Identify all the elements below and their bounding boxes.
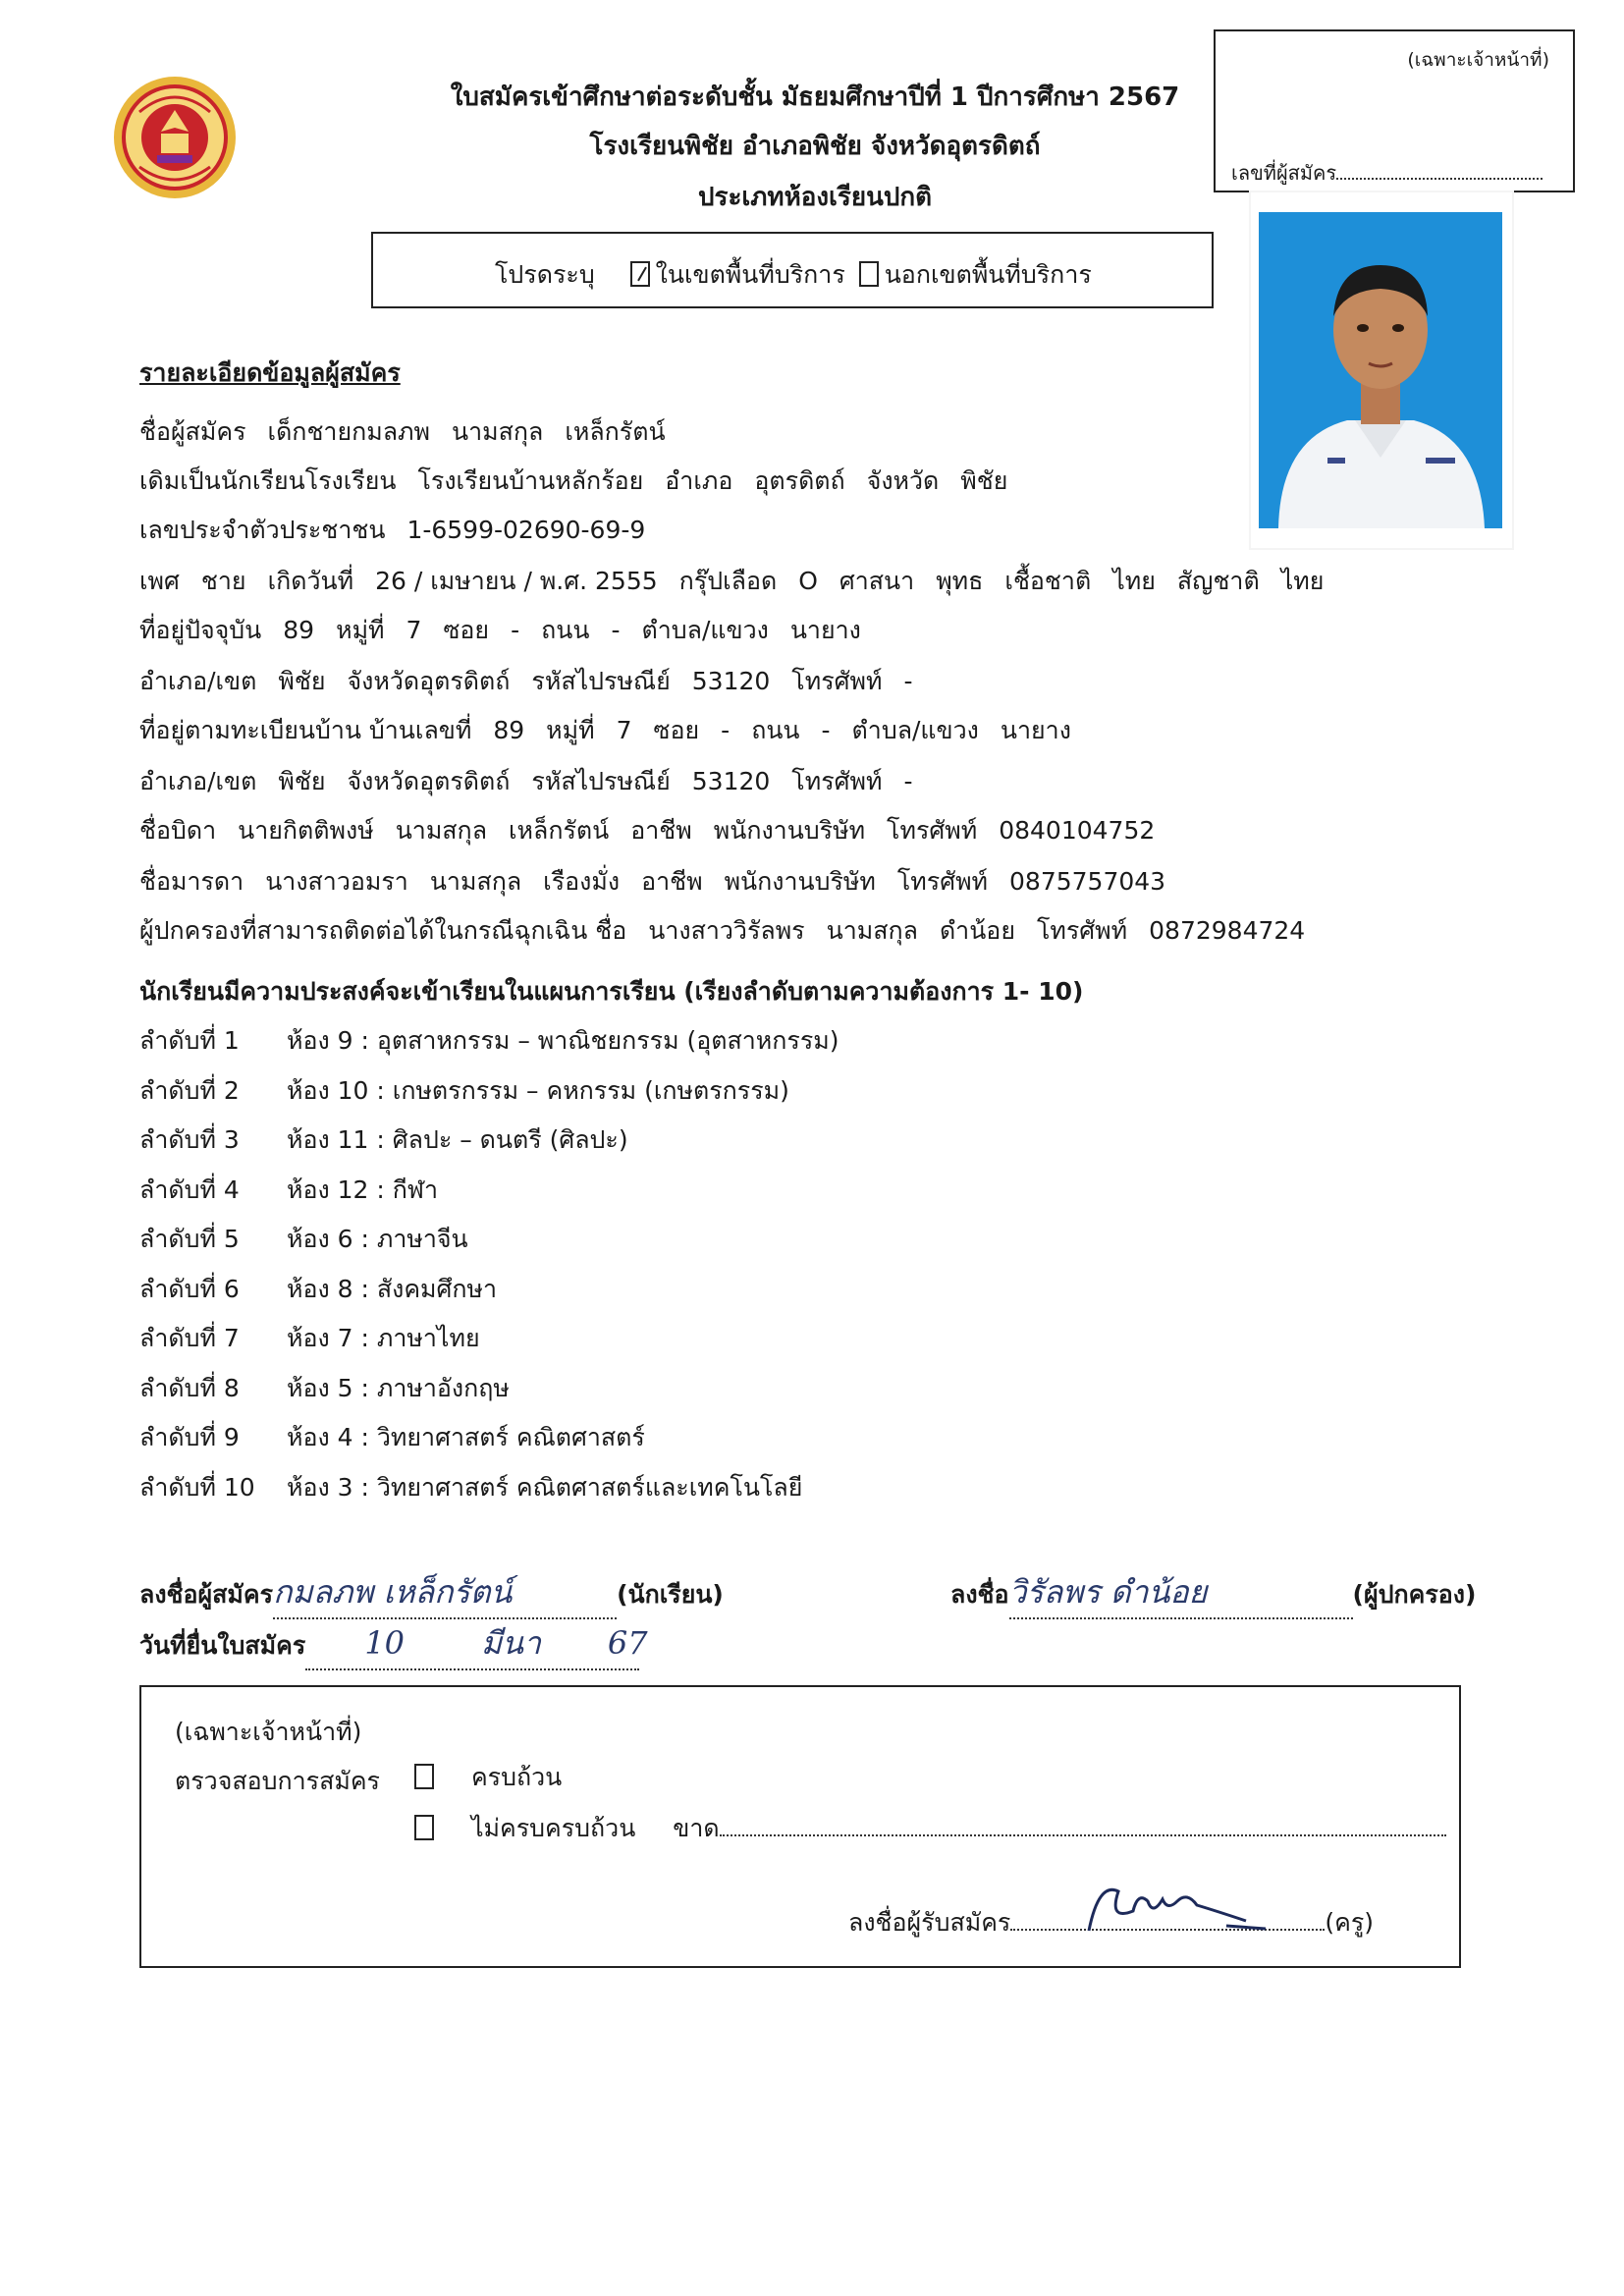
field-value: 89 bbox=[493, 716, 525, 744]
field-label: หมู่ที่ bbox=[336, 616, 385, 644]
field-label: นามสกุล bbox=[826, 916, 918, 945]
field-label: จังหวัดอุตรดิตถ์ bbox=[347, 667, 511, 695]
field-value: 7 bbox=[406, 616, 422, 644]
official-use-title: (เฉพาะเจ้าหน้าที่) bbox=[1407, 49, 1549, 71]
preference-rank: ลำดับที่ 5 bbox=[139, 1225, 240, 1253]
field-label: ซอย bbox=[443, 616, 490, 644]
incomplete-checkbox[interactable] bbox=[414, 1815, 434, 1840]
field-label: ถนน bbox=[751, 716, 800, 744]
field-value: 0840104752 bbox=[999, 816, 1156, 845]
preference-rank: ลำดับที่ 7 bbox=[139, 1324, 240, 1352]
preference-room: ห้อง 4 : วิทยาศาสตร์ คณิตศาสตร์ bbox=[287, 1423, 645, 1451]
preference-item bbox=[139, 1021, 861, 1061]
field-value: - bbox=[511, 616, 520, 644]
field-value: - bbox=[821, 716, 831, 744]
field-value: 7 bbox=[616, 716, 632, 744]
guardian-signature: วิรัลพร ดำน้อย bbox=[1009, 1567, 1353, 1619]
form-title: ใบสมัครเข้าศึกษาต่อระดับชั้น มัธยมศึกษาปีที่ 1 ปีการศึกษา 2567 bbox=[450, 82, 1180, 112]
detail-row bbox=[139, 562, 1345, 601]
field-value: อุตรดิตถ์ bbox=[754, 466, 845, 495]
missing-field[interactable] bbox=[720, 1834, 1446, 1836]
staff-box bbox=[139, 1685, 1461, 1968]
field-label: - bbox=[903, 767, 913, 795]
field-label: อำเภอ/เขต bbox=[139, 767, 257, 795]
application-date-line[interactable] bbox=[139, 1618, 648, 1670]
preference-rank: ลำดับที่ 2 bbox=[139, 1075, 240, 1105]
field-value: นายาง bbox=[1000, 716, 1071, 744]
preference-item bbox=[139, 1319, 502, 1358]
service-area-box bbox=[371, 232, 1214, 308]
field-value: 0875757043 bbox=[1009, 867, 1166, 896]
field-label: ชื่อมารดา bbox=[139, 867, 244, 896]
detail-row bbox=[139, 711, 1093, 750]
preference-room: ห้อง 8 : สังคมศึกษา bbox=[287, 1274, 498, 1303]
field-label: เกิดวันที่ bbox=[267, 567, 354, 595]
field-label: อาชีพ bbox=[630, 816, 692, 845]
detail-row bbox=[139, 762, 935, 801]
preference-rank: ลำดับที่ 9 bbox=[139, 1423, 240, 1451]
field-value: O bbox=[798, 567, 818, 595]
service-area-label: โปรดระบุ bbox=[495, 260, 595, 289]
detail-row bbox=[139, 611, 883, 650]
applicant-role: (นักเรียน) bbox=[617, 1580, 724, 1609]
field-value: รหัสไปรษณีย์ bbox=[531, 767, 671, 795]
section-title: รายละเอียดข้อมูลผู้สมัคร bbox=[139, 358, 401, 387]
field-value: พนักงานบริษัท bbox=[713, 816, 866, 845]
field-value: โทรศัพท์ bbox=[791, 667, 883, 695]
field-value: รหัสไปรษณีย์ bbox=[531, 667, 671, 695]
field-label: ที่อยู่ปัจจุบัน bbox=[139, 616, 262, 644]
field-label: อาชีพ bbox=[641, 867, 703, 896]
detail-row bbox=[139, 412, 687, 452]
field-value: เด็กชายกมลภพ bbox=[267, 417, 430, 446]
class-type: ประเภทห้องเรียนปกติ bbox=[697, 183, 933, 212]
field-value: พนักงานบริษัท bbox=[724, 867, 876, 896]
guardian-signature-line[interactable] bbox=[950, 1567, 1476, 1619]
field-label: ซอย bbox=[653, 716, 700, 744]
date-day: 10 bbox=[364, 1624, 406, 1662]
field-label: นามสกุล bbox=[395, 816, 488, 845]
field-label: ผู้ปกครองที่สามารถติดต่อได้ในกรณีฉุกเฉิน ชื่อ bbox=[139, 916, 627, 945]
check-label: ตรวจสอบการสมัคร bbox=[175, 1767, 380, 1795]
preference-room: ห้อง 9 : อุตสาหกรรม – พาณิชยกรรม (อุตสาหกรรม) bbox=[287, 1026, 839, 1055]
field-label: ตำบล/แขวง bbox=[851, 716, 979, 744]
field-label: 53120 bbox=[691, 767, 771, 795]
detail-row bbox=[139, 662, 935, 701]
preference-item bbox=[139, 1418, 667, 1457]
field-value: - bbox=[721, 716, 731, 744]
preference-rank: ลำดับที่ 1 bbox=[139, 1026, 240, 1055]
guardian-signature-label: ลงชื่อ bbox=[950, 1580, 1009, 1609]
field-value: นางสาววิรัลพร bbox=[648, 916, 805, 945]
field-label: นามสกุล bbox=[452, 417, 544, 446]
field-value: พุทธ bbox=[936, 567, 984, 595]
field-label: ชื่อบิดา bbox=[139, 816, 217, 845]
in-area-checkbox[interactable] bbox=[630, 261, 650, 287]
preference-item bbox=[139, 1121, 650, 1160]
field-label: โทรศัพท์ bbox=[1036, 916, 1128, 945]
preference-title: นักเรียนมีความประสงค์จะเข้าเรียนในแผนการเรียน (เรียงลำดับตามความต้องการ 1- 10) bbox=[139, 977, 1084, 1006]
field-label: ชื่อผู้สมัคร bbox=[139, 417, 246, 446]
school-logo bbox=[110, 73, 240, 202]
field-label: สัญชาติ bbox=[1176, 567, 1260, 595]
incomplete-label: ไม่ครบครบถ้วน bbox=[470, 1814, 636, 1842]
detail-row bbox=[139, 511, 667, 550]
field-value: ไทย bbox=[1112, 567, 1156, 595]
field-label: เลขประจำตัวประชาชน bbox=[139, 516, 386, 544]
field-value: 0872984724 bbox=[1149, 916, 1306, 945]
field-label: เชื้อชาติ bbox=[1004, 567, 1092, 595]
applicant-number-label: เลขที่ผู้สมัคร bbox=[1231, 161, 1337, 185]
field-label: ที่อยู่ตามทะเบียนบ้าน บ้านเลขที่ bbox=[139, 716, 472, 744]
field-label: เพศ bbox=[139, 567, 180, 595]
detail-row bbox=[139, 862, 1187, 902]
field-label: โทรศัพท์ bbox=[887, 816, 978, 845]
field-value: - bbox=[611, 616, 621, 644]
field-label: - bbox=[903, 667, 913, 695]
official-use-box bbox=[1214, 29, 1575, 192]
field-value: โทรศัพท์ bbox=[791, 767, 883, 795]
field-value: ไทย bbox=[1280, 567, 1325, 595]
field-value: 1-6599-02690-69-9 bbox=[406, 516, 646, 544]
out-area-checkbox[interactable] bbox=[859, 261, 879, 287]
field-value: โรงเรียนบ้านหลักร้อย bbox=[417, 466, 644, 495]
preference-room: ห้อง 3 : วิทยาศาสตร์ คณิตศาสตร์และเทคโนโลยี bbox=[287, 1472, 803, 1502]
out-area-option: นอกเขตพื้นที่บริการ bbox=[884, 260, 1092, 289]
applicant-photo bbox=[1251, 192, 1512, 548]
preference-room: ห้อง 12 : กีฬา bbox=[287, 1175, 439, 1204]
preference-room: ห้อง 6 : ภาษาจีน bbox=[287, 1225, 468, 1253]
field-label: ตำบล/แขวง bbox=[641, 616, 769, 644]
preference-rank: ลำดับที่ 6 bbox=[139, 1274, 240, 1303]
detail-row bbox=[139, 911, 1326, 951]
complete-checkbox[interactable] bbox=[414, 1764, 434, 1789]
field-value: พิชัย bbox=[960, 466, 1008, 495]
field-label: 53120 bbox=[691, 667, 771, 695]
complete-label: ครบถ้วน bbox=[470, 1763, 563, 1791]
field-value: นายกิตติพงษ์ bbox=[238, 816, 374, 845]
preference-rank: ลำดับที่ 10 bbox=[139, 1472, 255, 1502]
field-label: กรุ๊ปเลือด bbox=[678, 567, 778, 595]
guardian-role: (ผู้ปกครอง) bbox=[1352, 1580, 1477, 1609]
staff-title: (เฉพาะเจ้าหน้าที่) bbox=[175, 1718, 362, 1746]
field-label: หมู่ที่ bbox=[546, 716, 595, 744]
applicant-signature-label: ลงชื่อผู้สมัคร bbox=[139, 1580, 274, 1609]
preference-rank: ลำดับที่ 8 bbox=[139, 1373, 240, 1402]
detail-row bbox=[139, 462, 1029, 501]
preference-item bbox=[139, 1071, 811, 1111]
date-year: 67 bbox=[607, 1624, 648, 1662]
field-value: ชาย bbox=[200, 567, 246, 595]
field-value: นายาง bbox=[789, 616, 861, 644]
field-label: อำเภอ bbox=[665, 466, 733, 495]
preference-item bbox=[139, 1369, 531, 1408]
field-label: เดิมเป็นนักเรียนโรงเรียน bbox=[139, 466, 397, 495]
applicant-signature-line[interactable] bbox=[139, 1567, 724, 1619]
field-label: อำเภอ/เขต bbox=[139, 667, 257, 695]
field-value: เหล็กรัตน์ bbox=[565, 417, 666, 446]
preference-rank: ลำดับที่ 3 bbox=[139, 1125, 240, 1154]
date-month: มีนา bbox=[480, 1624, 541, 1662]
preference-rank: ลำดับที่ 4 bbox=[139, 1175, 240, 1204]
preference-room: ห้อง 11 : ศิลปะ – ดนตรี (ศิลปะ) bbox=[287, 1125, 628, 1154]
field-label: ถนน bbox=[541, 616, 590, 644]
field-value: พิชัย bbox=[278, 667, 326, 695]
receiver-label: ลงชื่อผู้รับสมัคร bbox=[848, 1908, 1011, 1937]
field-value: พิชัย bbox=[278, 767, 326, 795]
field-value: ดำน้อย bbox=[939, 916, 1015, 945]
applicant-signature: กมลภพ เหล็กรัตน์ bbox=[273, 1567, 617, 1619]
field-label: โทรศัพท์ bbox=[896, 867, 989, 896]
field-value: 26 / เมษายน / พ.ศ. 2555 bbox=[375, 567, 658, 595]
field-value: เหล็กรัตน์ bbox=[509, 816, 610, 845]
missing-label: ขาด bbox=[673, 1814, 720, 1842]
preference-room: ห้อง 7 : ภาษาไทย bbox=[287, 1324, 480, 1352]
field-label: จังหวัดอุตรดิตถ์ bbox=[347, 767, 511, 795]
in-area-option: ในเขตพื้นที่บริการ bbox=[655, 260, 845, 289]
school-name: โรงเรียนพิชัย อำเภอพิชัย จังหวัดอุตรดิตถ์ bbox=[589, 132, 1041, 161]
field-label: นามสกุล bbox=[429, 867, 522, 896]
field-label: ศาสนา bbox=[839, 567, 915, 595]
field-value: นางสาวอมรา bbox=[265, 867, 408, 896]
preference-room: ห้อง 10 : เกษตรกรรม – คหกรรม (เกษตรกรรม) bbox=[287, 1075, 789, 1105]
preference-item bbox=[139, 1468, 824, 1507]
receiver-role: (ครู) bbox=[1325, 1908, 1375, 1937]
application-date-label: วันที่ยื่นใบสมัคร bbox=[139, 1631, 306, 1660]
receiver-signature bbox=[1079, 1872, 1275, 1950]
applicant-number-field[interactable] bbox=[1231, 157, 1543, 189]
preference-item bbox=[139, 1171, 460, 1210]
preference-room: ห้อง 5 : ภาษาอังกฤษ bbox=[287, 1373, 510, 1402]
detail-row bbox=[139, 811, 1176, 850]
field-value: 89 bbox=[283, 616, 315, 644]
field-value: เรืองมั่ง bbox=[543, 867, 621, 896]
preference-item bbox=[139, 1270, 518, 1309]
field-label: จังหวัด bbox=[866, 466, 940, 495]
preference-item bbox=[139, 1220, 490, 1259]
receiver-signature-line[interactable] bbox=[848, 1903, 1374, 1942]
